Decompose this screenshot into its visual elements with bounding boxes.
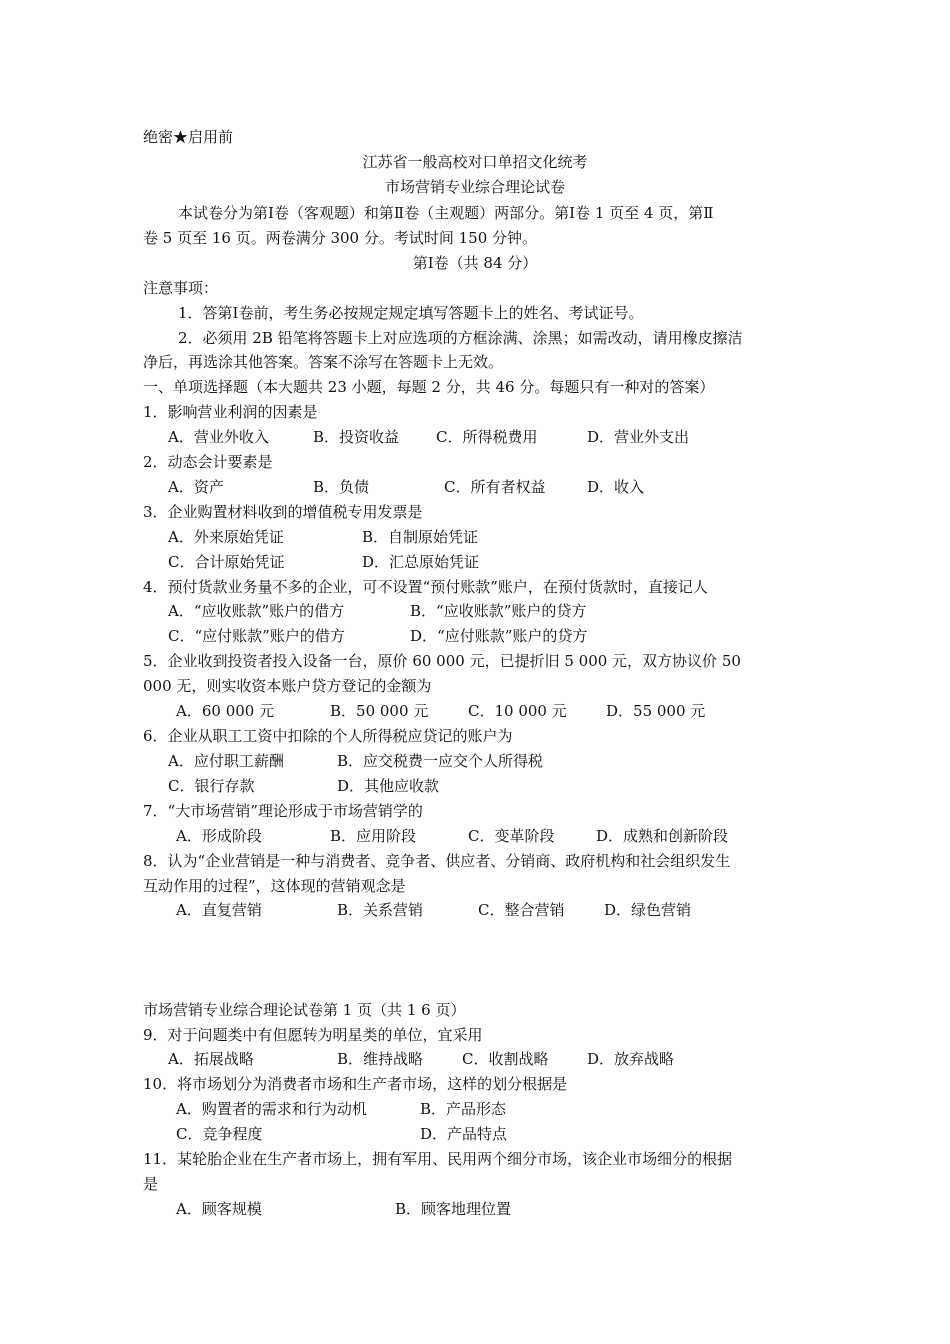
question-6-stem: 6．企业从职工工资中扣除的个人所得税应贷记的账户为 [143, 727, 513, 745]
question-7-stem: 7．“大市场营销”理论形成于市场营销学的 [143, 802, 423, 820]
q5-option-d: D．55 000 元 [606, 702, 706, 720]
question-8-stem-line-1: 8．认为“企业营销是一种与消费者、竞争者、供应者、分销商、政府机构和社会组织发生 [143, 852, 731, 870]
q9-option-b: B．维持战略 [337, 1050, 424, 1068]
secret-mark: 绝密★启用前 [143, 128, 234, 146]
intro-line-1: 本试卷分为第Ⅰ卷（客观题）和第Ⅱ卷（主观题）两部分。第Ⅰ卷 1 页至 4 页，第Ⅱ [178, 204, 714, 222]
exam-title: 江苏省一般高校对口单招文化统考 [362, 153, 588, 171]
question-5-stem-line-1: 5．企业收到投资者投入设备一台，原价 60 000 元，已提折旧 5 000 元，双方协议价 50 [143, 652, 741, 670]
q10-option-a: A．购置者的需求和行为动机 [176, 1100, 367, 1118]
note-2-line-1: 2．必须用 2B 铅笔将答题卡上对应选项的方框涂满、涂黑；如需改动，请用橡皮擦洁 [178, 329, 743, 347]
section1-title: 一、单项选择题（本大题共 23 小题，每题 2 分，共 46 分。每题只有一种对的答案） [143, 378, 715, 396]
q2-option-c: C．所有者权益 [444, 478, 546, 496]
q4-option-c: C．“应付账款”账户的借方 [168, 627, 345, 645]
q1-option-b: B．投资收益 [313, 428, 400, 446]
question-4-stem: 4．预付货款业务量不多的企业，可不设置“预付账款”账户，在预付货款时，直接记人 [143, 578, 708, 596]
q9-option-a: A．拓展战略 [168, 1050, 254, 1068]
question-2-stem: 2．动态会计要素是 [143, 453, 273, 471]
q1-option-d: D．营业外支出 [587, 428, 690, 446]
q8-option-d: D．绿色营销 [604, 901, 692, 919]
q3-option-b: B．自制原始凭证 [362, 528, 479, 546]
q3-option-d: D．汇总原始凭证 [362, 553, 480, 571]
intro-line-2: 卷 5 页至 16 页。两卷满分 300 分。考试时间 150 分钟。 [143, 229, 538, 247]
q10-option-b: B．产品形态 [420, 1100, 507, 1118]
q10-option-c: C．竞争程度 [176, 1125, 263, 1143]
q6-option-b: B．应交税费一应交个人所得税 [337, 752, 544, 770]
q7-option-c: C．变革阶段 [468, 827, 555, 845]
q3-option-c: C．合计原始凭证 [168, 553, 285, 571]
q3-option-a: A．外来原始凭证 [168, 528, 284, 546]
q6-option-d: D．其他应收款 [337, 777, 440, 795]
q7-option-b: B．应用阶段 [330, 827, 417, 845]
question-11-stem-line-2: 是 [143, 1175, 159, 1193]
question-11-stem-line-1: 11．某轮胎企业在生产者市场上，拥有军用、民用两个细分市场，该企业市场细分的根据 [143, 1150, 733, 1168]
part1-title: 第Ⅰ卷（共 84 分） [412, 254, 538, 272]
q8-option-a: A．直复营销 [176, 901, 262, 919]
q7-option-a: A．形成阶段 [176, 827, 262, 845]
page-footer: 市场营销专业综合理论试卷第 1 页（共 1 6 页） [143, 1001, 466, 1019]
notes-heading: 注意事项： [143, 279, 219, 297]
q5-option-b: B．50 000 元 [330, 702, 429, 720]
q8-option-c: C．整合营销 [478, 901, 565, 919]
q5-option-a: A．60 000 元 [176, 702, 275, 720]
q11-option-a: A．顾客规模 [176, 1200, 262, 1218]
question-8-stem-line-2: 互动作用的过程”，这体现的营销观念是 [143, 877, 406, 895]
q9-option-d: D．放弃战略 [587, 1050, 675, 1068]
q10-option-d: D．产品特点 [420, 1125, 508, 1143]
question-10-stem: 10．将市场划分为消费者市场和生产者市场，这样的划分根据是 [143, 1075, 568, 1093]
q9-option-c: C．收割战略 [462, 1050, 549, 1068]
q1-option-c: C．所得税费用 [436, 428, 538, 446]
q7-option-d: D．成熟和创新阶段 [596, 827, 729, 845]
q8-option-b: B．关系营销 [337, 901, 424, 919]
q2-option-d: D．收入 [587, 478, 645, 496]
note-2-line-2: 净后，再选涂其他答案。答案不涂写在答题卡上无效。 [143, 353, 504, 371]
q1-option-a: A．营业外收入 [168, 428, 269, 446]
q2-option-b: B．负债 [313, 478, 370, 496]
question-3-stem: 3．企业购置材料收到的增值税专用发票是 [143, 503, 423, 521]
q5-option-c: C．10 000 元 [468, 702, 567, 720]
exam-subtitle: 市场营销专业综合理论试卷 [384, 178, 565, 196]
q4-option-a: A．“应收账款”账户的借方 [168, 602, 345, 620]
note-1: 1．答第Ⅰ卷前，考生务必按规定规定填写答题卡上的姓名、考试证号。 [178, 304, 644, 322]
q4-option-d: D．“应付账款”账户的贷方 [410, 627, 588, 645]
question-5-stem-line-2: 000 无，则实收资本账户贷方登记的金额为 [143, 677, 432, 695]
q2-option-a: A．资产 [168, 478, 224, 496]
q4-option-b: B．“应收账款”账户的贷方 [410, 602, 587, 620]
question-1-stem: 1．影响营业利润的因素是 [143, 403, 318, 421]
question-9-stem: 9．对于问题类中有但愿转为明星类的单位，宜采用 [143, 1026, 483, 1044]
q11-option-b: B．顾客地理位置 [395, 1200, 512, 1218]
q6-option-c: C．银行存款 [168, 777, 255, 795]
q6-option-a: A．应付职工薪酬 [168, 752, 284, 770]
